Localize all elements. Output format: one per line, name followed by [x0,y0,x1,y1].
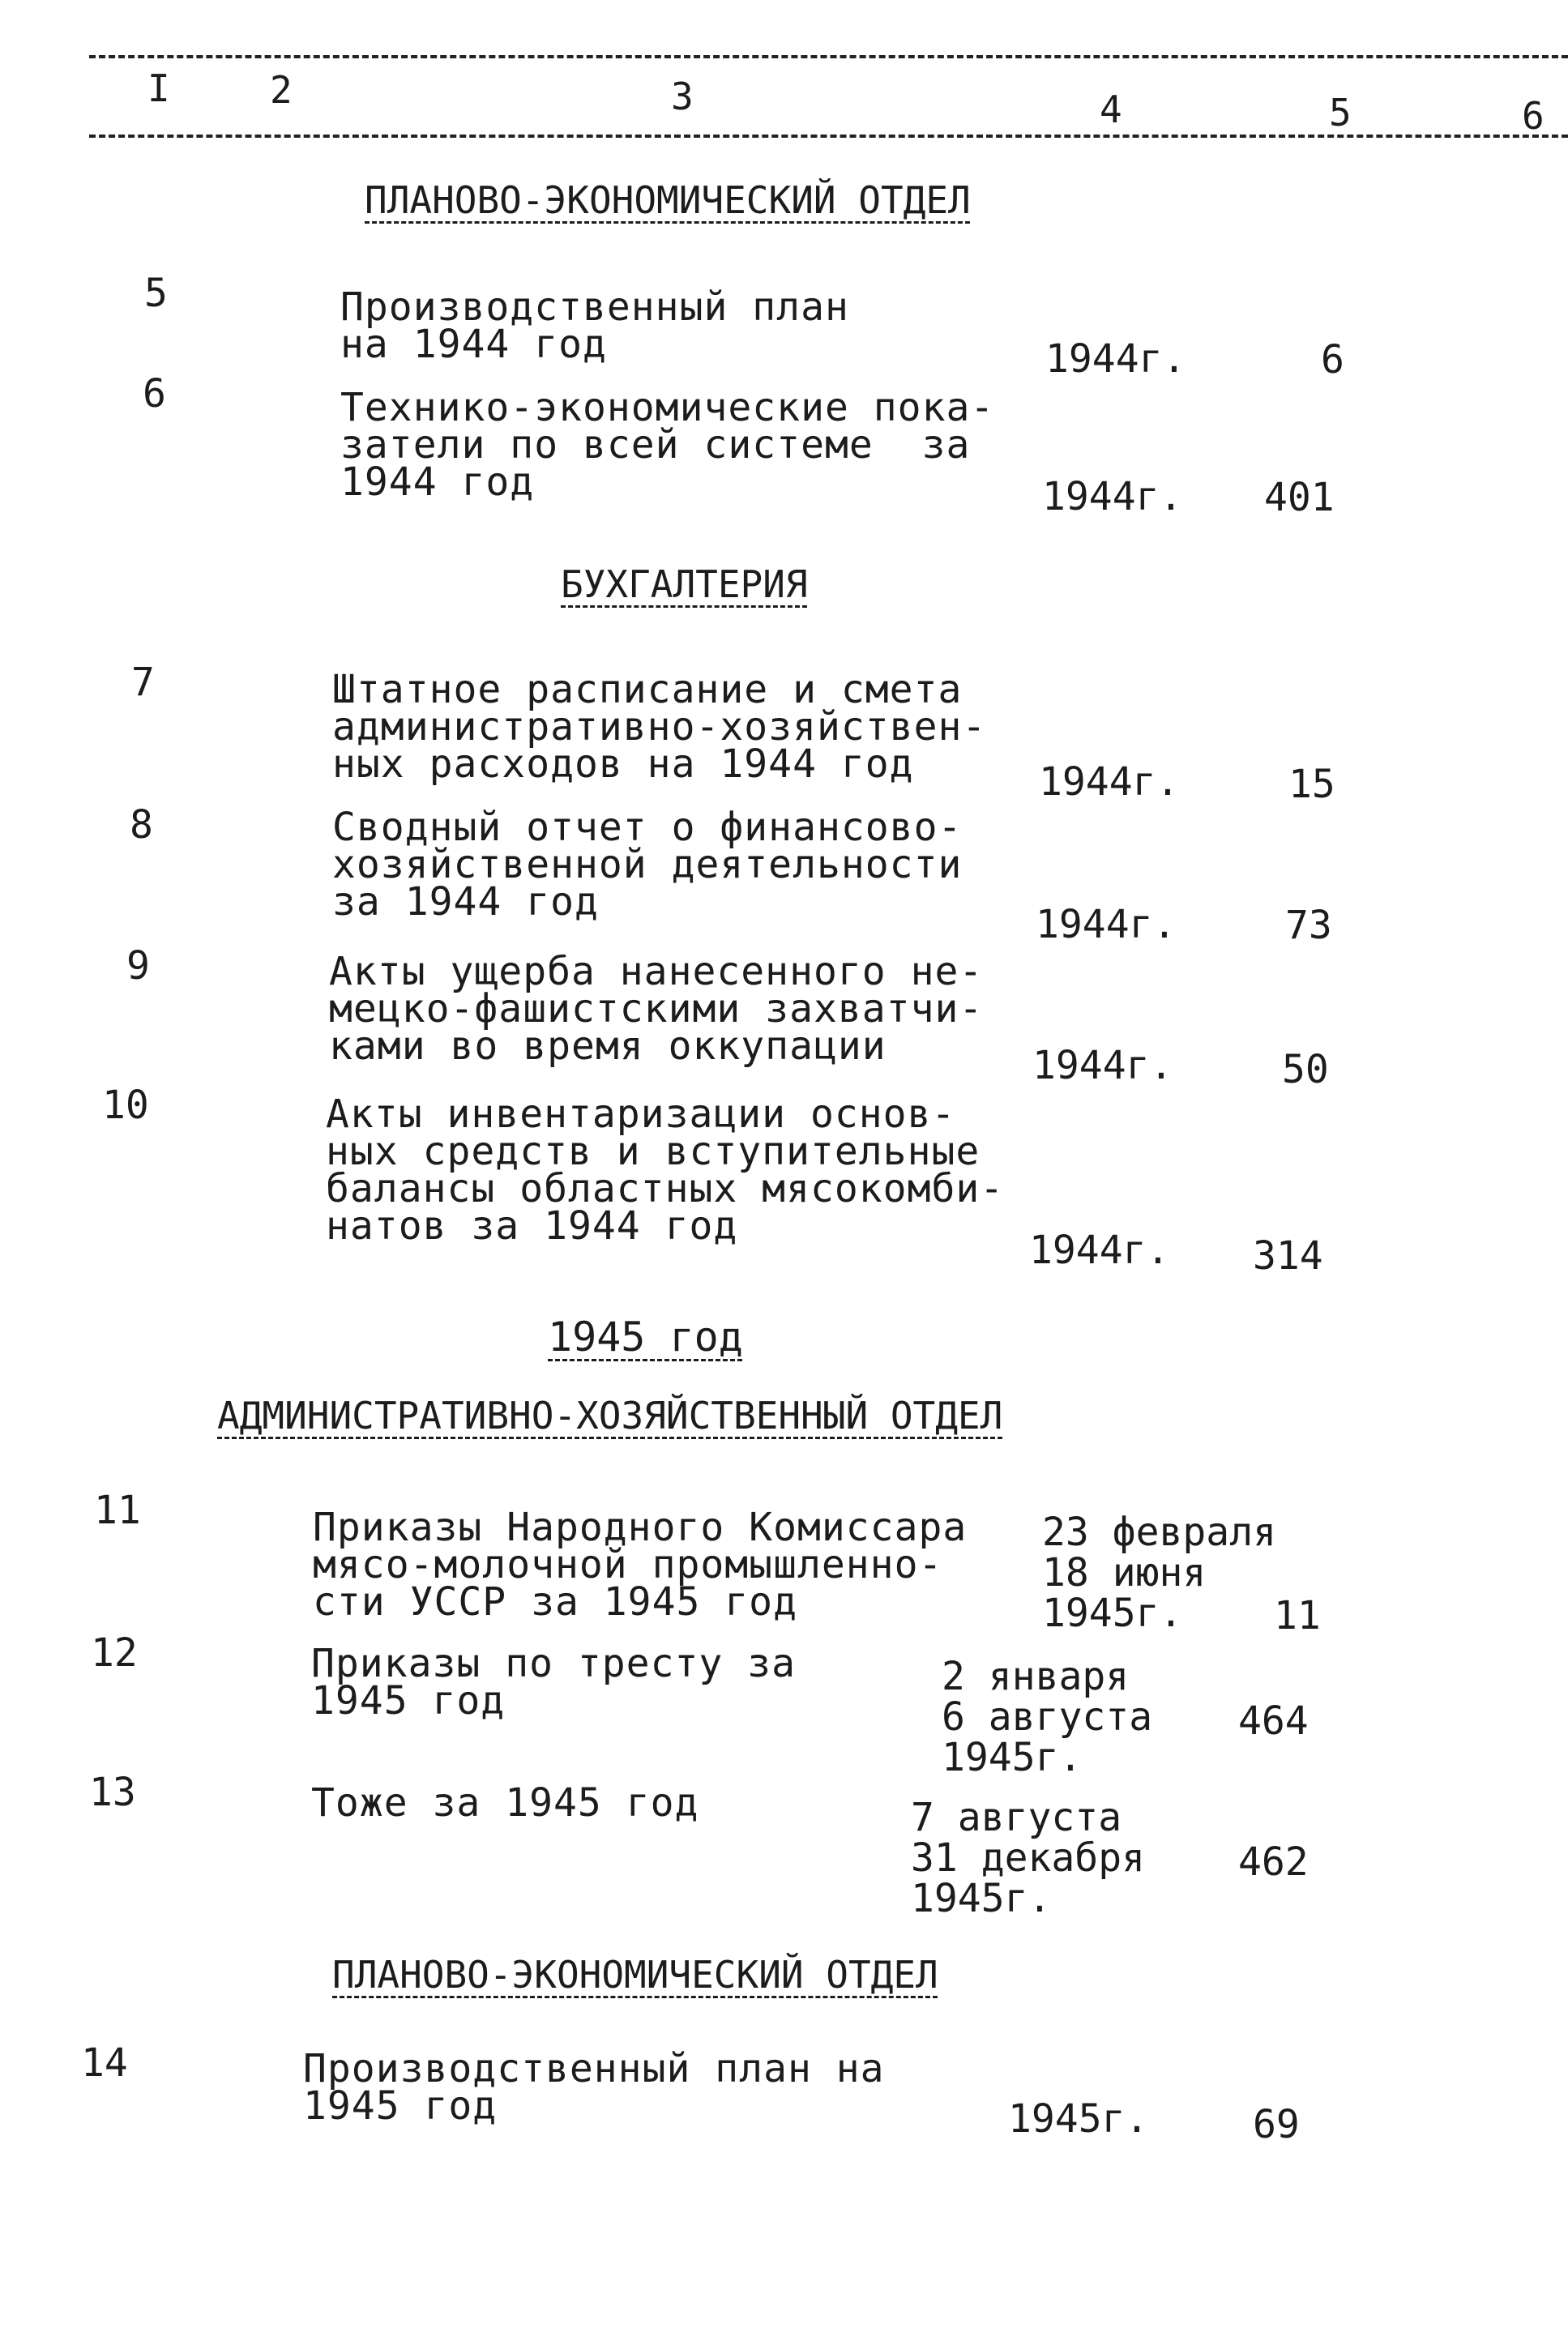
row-title: Акты ущерба нанесенного не- мецко-фашистскими захватчи- ками во время оккупации [329,949,984,1069]
row-date: 23 февраля 18 июня 1945г. [1042,1510,1276,1636]
row-number: 10 [102,1083,149,1128]
row-number: 7 [131,660,155,705]
row-number: 8 [130,802,153,848]
section-heading-accounting: БУХГАЛТЕРИЯ [561,562,808,606]
row-number: 13 [89,1770,136,1815]
row-date: 1944г. [1042,474,1183,519]
row-title: Акты инвентаризации основ- ных средств и вступительные балансы областных мясокомби- натов за 1944 год [326,1091,1005,1249]
section-heading-year-1945: 1945 год [548,1314,743,1361]
row-number: 6 [143,371,166,417]
row-sheet-count: 464 [1238,1698,1309,1744]
row-title: Сводный отчет о финансово- хозяйственной деятельности за 1944 год [332,805,963,925]
row-sheet-count: 15 [1288,762,1335,807]
row-date: 1944г. [1036,902,1177,947]
row-title: Производственный план на 1944 год [340,284,849,367]
row-title: Тоже за 1945 год [311,1780,699,1826]
row-number: 12 [91,1630,138,1676]
section-heading-planning-1944: ПЛАНОВО-ЭКОНОМИЧЕСКИЙ ОТДЕЛ [365,178,971,222]
row-number: 11 [94,1488,141,1533]
section-heading-planning-1945: ПЛАНОВО-ЭКОНОМИЧЕСКИЙ ОТДЕЛ [332,1953,938,1997]
row-date: 2 января 6 августа 1945г. [942,1654,1153,1780]
row-sheet-count: 462 [1238,1839,1309,1885]
column-header-4: 4 [1100,88,1122,131]
section-heading-admin-1945: АДМИНИСТРАТИВНО-ХОЗЯЙСТВЕННЫЙ ОТДЕЛ [217,1394,1003,1437]
row-date: 7 августа 31 декабря 1945г. [911,1795,1145,1921]
row-date: 1944г. [1045,336,1186,382]
column-header-2: 2 [270,68,293,112]
row-sheet-count: 6 [1321,337,1344,382]
row-number: 9 [126,943,150,989]
row-sheet-count: 11 [1274,1593,1321,1638]
column-header-6: 6 [1522,94,1545,138]
row-sheet-count: 401 [1264,475,1335,520]
row-title: Производственный план на 1945 год [303,2046,885,2129]
row-sheet-count: 50 [1282,1047,1329,1092]
row-title: Приказы по тресту за 1945 год [311,1641,796,1724]
row-title: Технико-экономические пока- затели по всей системе за 1944 год [340,385,995,505]
row-date: 1944г. [1032,1043,1173,1088]
row-date: 1944г. [1029,1228,1170,1273]
header-top-rule [89,55,1568,58]
row-number: 5 [144,271,168,316]
row-date: 1944г. [1039,759,1180,805]
row-sheet-count: 314 [1253,1233,1323,1279]
column-header-3: 3 [671,75,694,118]
column-header-1: I [147,66,170,110]
header-bottom-rule [89,135,1568,138]
column-header-5: 5 [1329,91,1352,135]
row-sheet-count: 73 [1285,903,1332,948]
row-title: Штатное расписание и смета административно-хозяйствен- ных расходов на 1944 год [332,667,987,787]
row-title: Приказы Народного Комиссара мясо-молочной промышленно- сти УССР за 1945 год [313,1505,968,1625]
row-date: 1945г. [1008,2096,1149,2142]
row-sheet-count: 69 [1253,2102,1300,2147]
row-number: 14 [81,2040,128,2086]
